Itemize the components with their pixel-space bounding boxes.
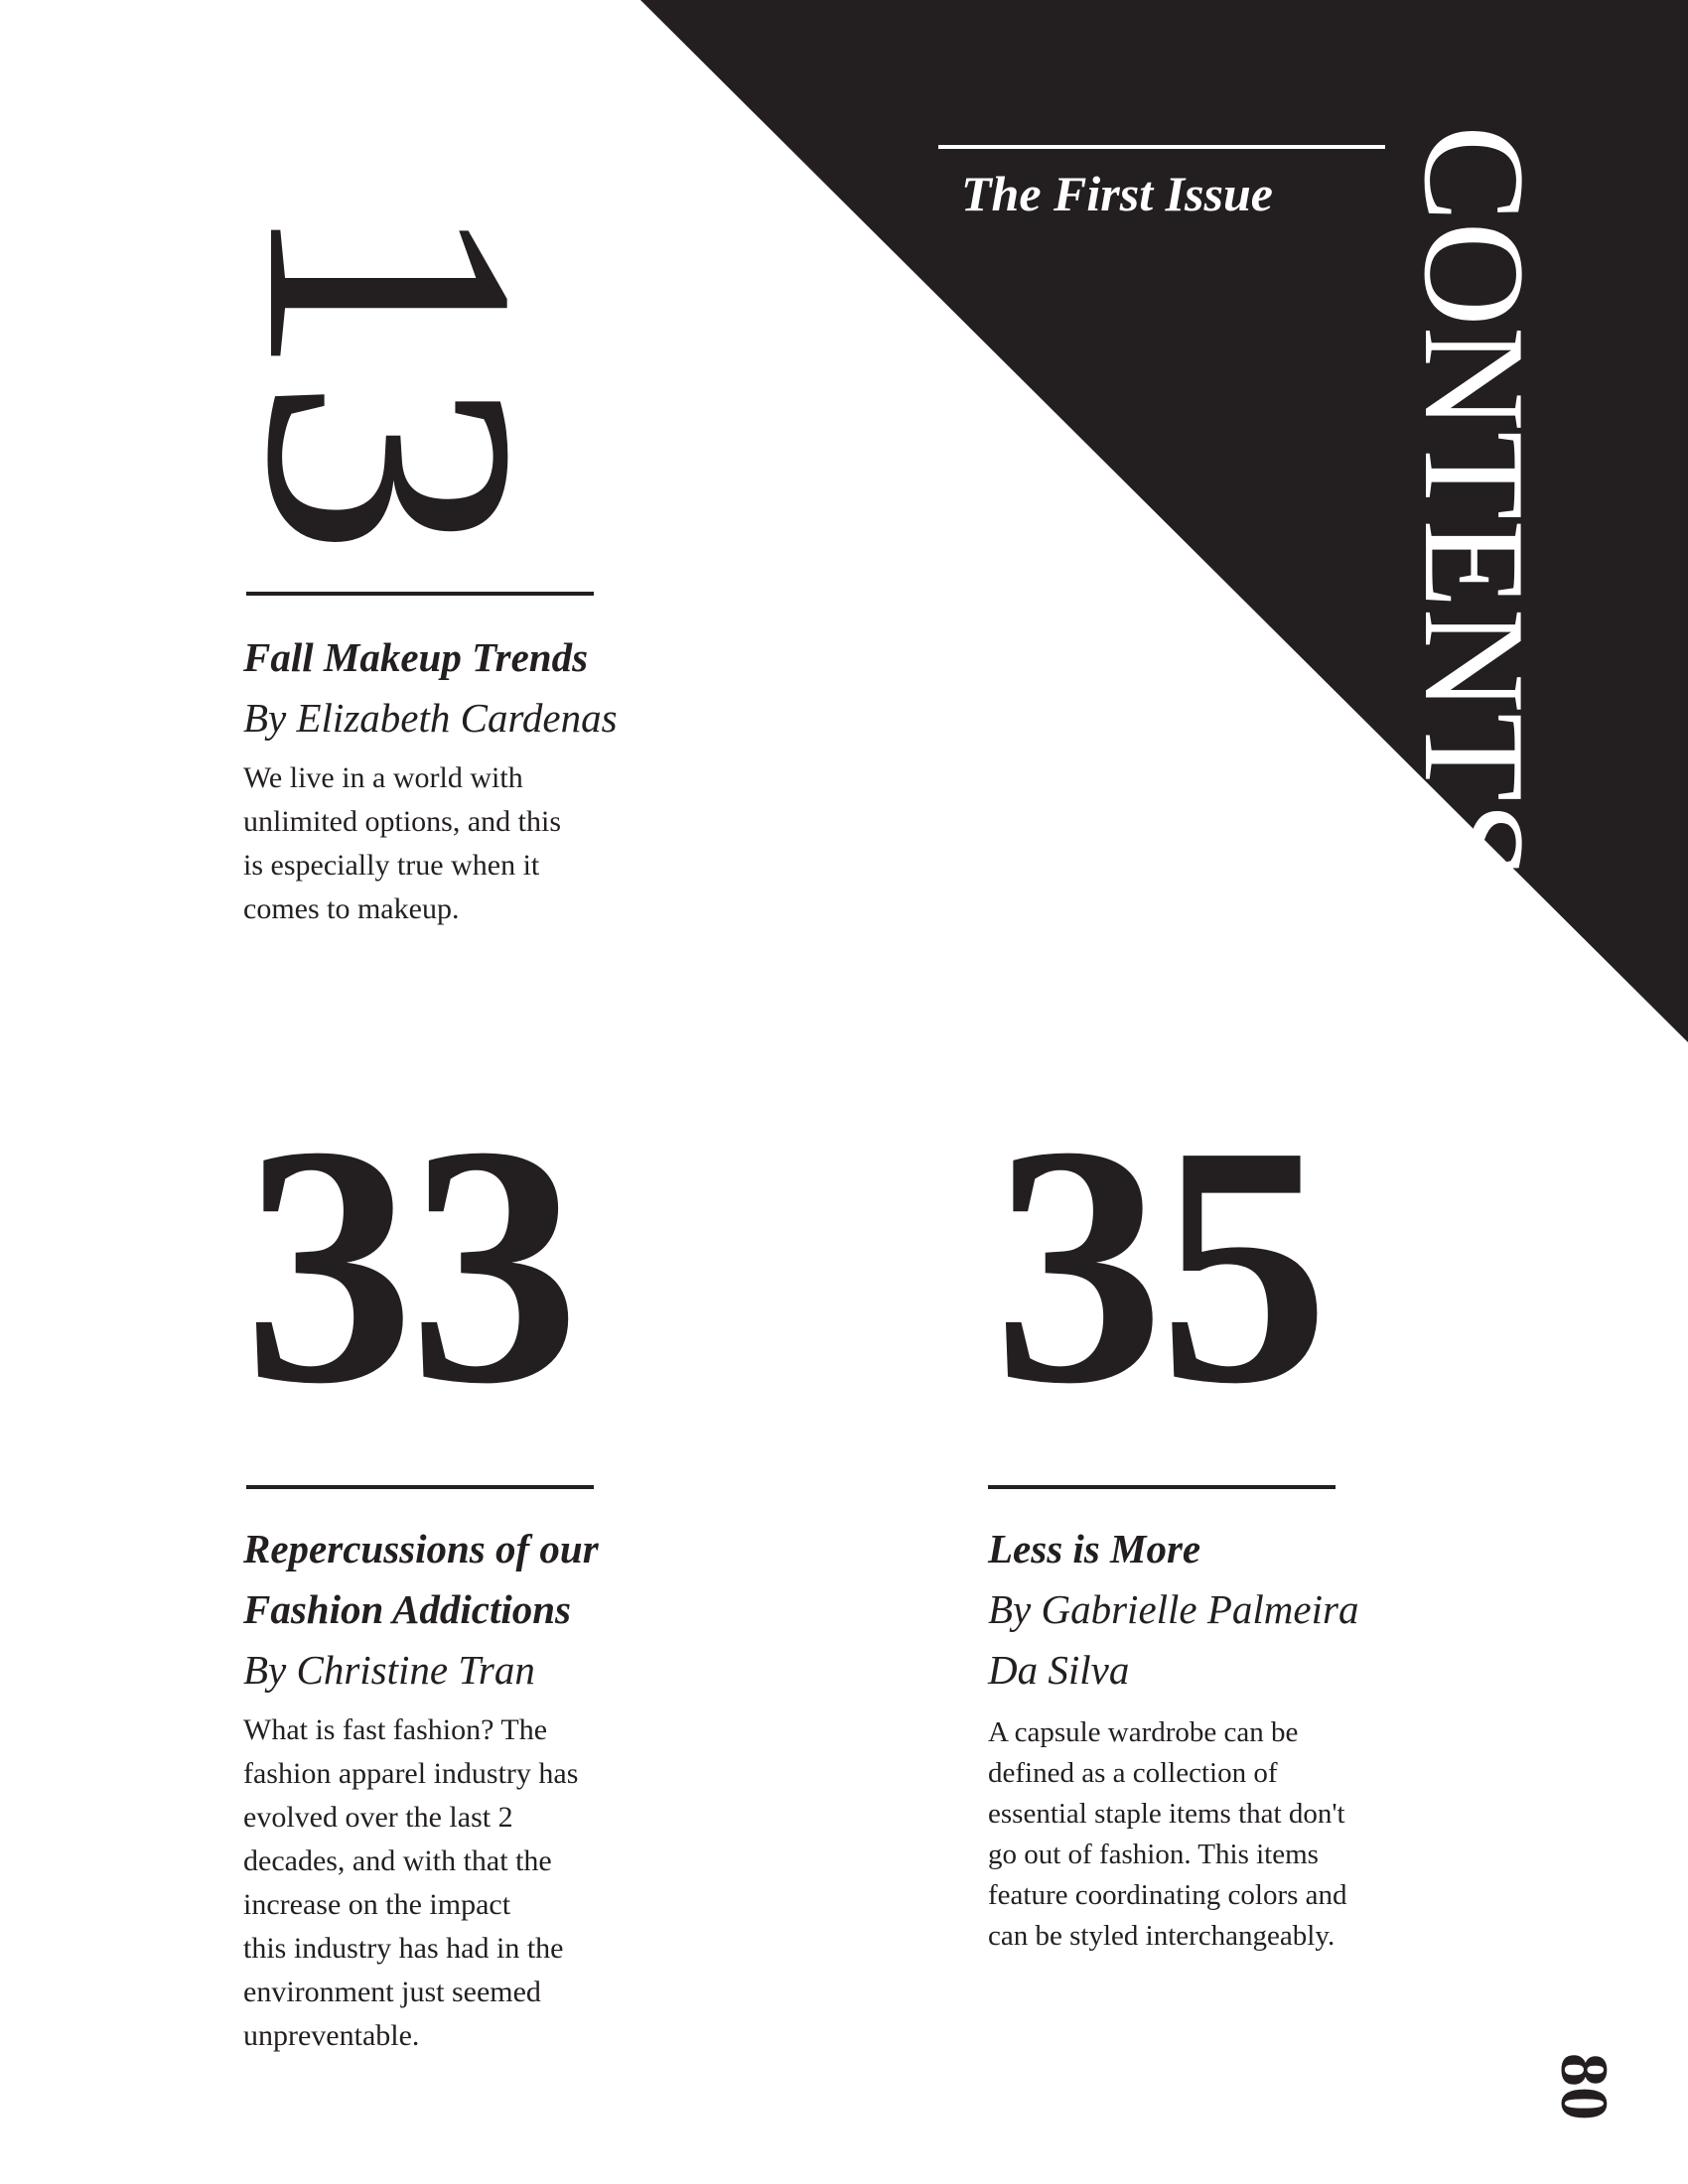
entry-rule-33 — [246, 1485, 594, 1489]
entry-description: What is fast fashion? The fashion apparel industry has evolved over the last 2 decades, and with that the increase on the impact this industry has had in the environment just seemed unpreventable. — [243, 1713, 579, 2052]
issue-title: The First Issue — [961, 166, 1273, 221]
entry-author: By Christine Tran — [243, 1647, 535, 1693]
entry-less-is-more — [988, 1519, 1455, 1957]
entry-fall-makeup-trends — [243, 627, 680, 931]
entry-title: Less is More — [988, 1526, 1201, 1571]
entry-page-number-13: 13 — [194, 199, 590, 556]
entry-page-number-35: 35 — [993, 1075, 1324, 1454]
entry-title: Repercussions of our Fashion Addictions — [243, 1526, 599, 1632]
entry-author: By Elizabeth Cardenas — [243, 695, 618, 741]
entry-description: A capsule wardrobe can be defined as a collection of essential staple items that don't go out of fashion. This items feature coordinating colors and can be styled interchangeably. — [988, 1716, 1347, 1952]
contents-heading: CONTENTS — [1394, 125, 1555, 883]
entry-repercussions-fashion-addictions — [243, 1519, 680, 2058]
page-number: 80 — [1547, 2053, 1622, 2120]
entry-rule-35 — [988, 1485, 1336, 1489]
entry-page-number-33: 33 — [243, 1075, 574, 1454]
entry-rule-13 — [246, 592, 594, 596]
header-rule — [938, 145, 1385, 149]
entry-title: Fall Makeup Trends — [243, 634, 589, 680]
entry-description: We live in a world with unlimited options, and this is especially true when it comes to makeup. — [243, 761, 561, 925]
entry-author: By Gabrielle Palmeira Da Silva — [988, 1586, 1359, 1693]
